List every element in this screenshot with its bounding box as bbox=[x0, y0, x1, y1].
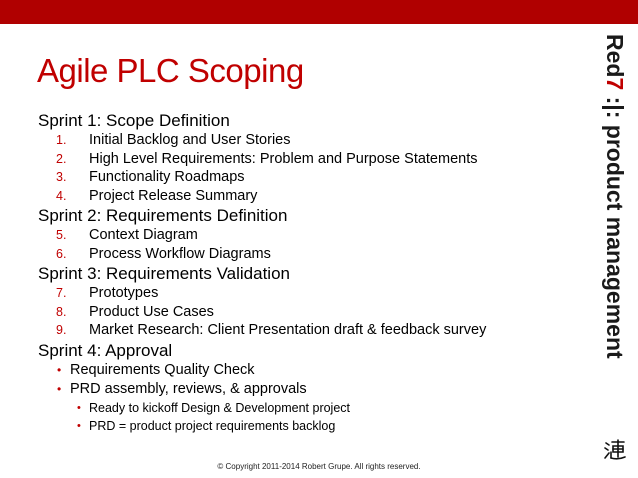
list-item bbox=[38, 245, 578, 264]
item-number: 3. bbox=[56, 170, 67, 184]
item-number: 4. bbox=[56, 188, 67, 203]
bullet-icon: • bbox=[57, 381, 62, 396]
item-text: Context Diagram bbox=[89, 227, 198, 243]
list-item bbox=[38, 321, 578, 340]
list-item bbox=[38, 303, 578, 322]
chinese-character-logo-icon bbox=[603, 438, 627, 462]
item-number: 7. bbox=[56, 286, 67, 300]
sub-bullet-text: Ready to kickoff Design & Development project bbox=[89, 400, 351, 415]
sub-bullet-text: PRD = product project requirements backlog bbox=[89, 418, 336, 433]
slide-title: Agile PLC Scoping bbox=[37, 52, 304, 89]
bullet-text: Requirements Quality Check bbox=[70, 361, 255, 378]
bullet-item bbox=[38, 380, 578, 399]
item-text: Prototypes bbox=[89, 285, 159, 301]
slide-content bbox=[38, 110, 578, 435]
list-item bbox=[38, 150, 578, 169]
brand-text bbox=[600, 34, 630, 359]
item-text: Process Workflow Diagrams bbox=[89, 245, 271, 262]
brand-suffix: :|: product management bbox=[602, 90, 628, 359]
copyright-footer: © Copyright 2011-2014 Robert Grupe. All rights reserved. bbox=[217, 462, 421, 471]
item-text: Project Release Summary bbox=[89, 187, 258, 204]
item-number: 2. bbox=[56, 151, 67, 166]
sub-bullet-item bbox=[38, 399, 578, 417]
sub-bullet-item bbox=[38, 417, 578, 435]
top-banner bbox=[0, 0, 638, 24]
item-text: High Level Requirements: Problem and Purpose Statements bbox=[89, 150, 478, 167]
list-item bbox=[38, 226, 578, 245]
bullet-icon: • bbox=[77, 401, 81, 414]
list-item bbox=[38, 131, 578, 150]
item-text: Product Use Cases bbox=[89, 303, 214, 320]
bullet-item bbox=[38, 361, 578, 380]
sprint-heading: Sprint 2: Requirements Definition bbox=[38, 206, 288, 225]
bullet-icon: • bbox=[77, 419, 81, 432]
sprint-heading: Sprint 3: Requirements Validation bbox=[38, 264, 290, 283]
brand-accent: 7 bbox=[602, 77, 628, 91]
list-item bbox=[38, 168, 578, 187]
item-number: 8. bbox=[56, 304, 67, 319]
sprint-heading: Sprint 1: Scope Definition bbox=[38, 111, 230, 130]
item-text: Initial Backlog and User Stories bbox=[89, 132, 291, 148]
brand-prefix: Red bbox=[602, 34, 628, 78]
item-text: Functionality Roadmaps bbox=[89, 169, 245, 185]
item-number: 1. bbox=[56, 133, 67, 147]
list-item bbox=[38, 187, 578, 206]
list-item bbox=[38, 284, 578, 303]
brand-vertical-text bbox=[600, 34, 630, 390]
bullet-icon: • bbox=[57, 362, 62, 377]
item-text: Market Research: Client Presentation draft & feedback survey bbox=[89, 322, 487, 338]
item-number: 9. bbox=[56, 323, 67, 337]
sprint-heading: Sprint 4: Approval bbox=[38, 340, 173, 360]
bullet-text: PRD assembly, reviews, & approvals bbox=[70, 380, 307, 397]
item-number: 6. bbox=[56, 246, 67, 261]
item-number: 5. bbox=[56, 228, 67, 242]
